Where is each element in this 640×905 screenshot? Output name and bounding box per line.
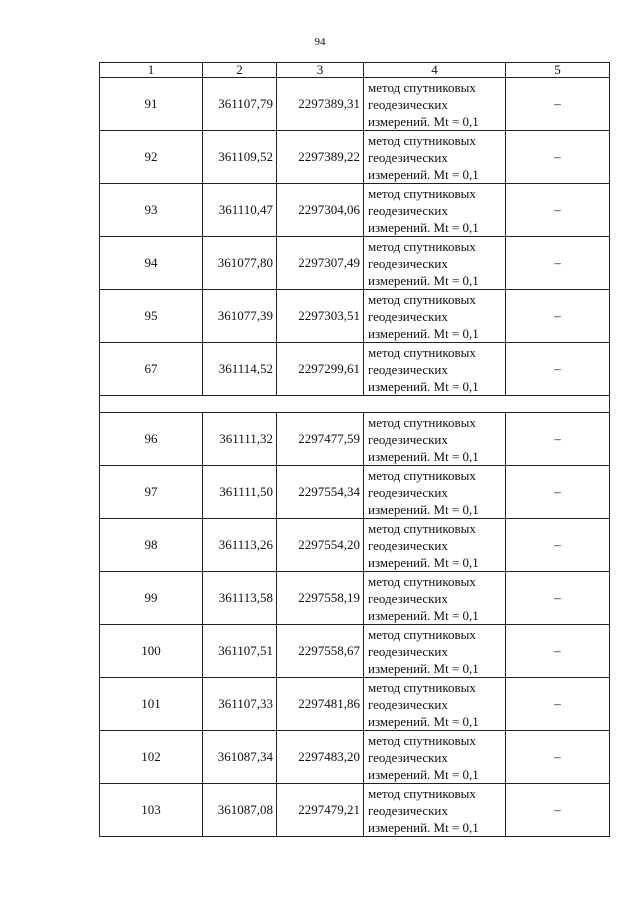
x-coordinate: 361110,47 <box>203 184 277 237</box>
table-row <box>100 519 610 572</box>
note-cell: – <box>506 184 610 237</box>
y-coordinate: 2297554,34 <box>277 466 364 519</box>
y-coordinate: 2297558,67 <box>277 625 364 678</box>
method-description: метод спутниковых геодезических измерений. Mt = 0,1 <box>364 184 506 237</box>
y-coordinate: 2297558,19 <box>277 572 364 625</box>
y-coordinate: 2297299,61 <box>277 343 364 396</box>
method-description: метод спутниковых геодезических измерений. Mt = 0,1 <box>364 343 506 396</box>
point-number: 101 <box>100 678 203 731</box>
x-coordinate: 361107,79 <box>203 78 277 131</box>
table-row <box>100 625 610 678</box>
group-separator-row <box>100 396 610 413</box>
note-cell: – <box>506 343 610 396</box>
note-cell: – <box>506 131 610 184</box>
method-description: метод спутниковых геодезических измерений. Mt = 0,1 <box>364 519 506 572</box>
y-coordinate: 2297479,21 <box>277 784 364 837</box>
coordinates-table <box>99 62 610 837</box>
x-coordinate: 361077,39 <box>203 290 277 343</box>
point-number: 92 <box>100 131 203 184</box>
table-row <box>100 784 610 837</box>
method-description: метод спутниковых геодезических измерений. Mt = 0,1 <box>364 784 506 837</box>
point-number: 102 <box>100 731 203 784</box>
y-coordinate: 2297481,86 <box>277 678 364 731</box>
x-coordinate: 361077,80 <box>203 237 277 290</box>
column-header: 1 <box>100 63 203 78</box>
note-cell: – <box>506 784 610 837</box>
method-description: метод спутниковых геодезических измерений. Mt = 0,1 <box>364 731 506 784</box>
y-coordinate: 2297483,20 <box>277 731 364 784</box>
note-cell: – <box>506 678 610 731</box>
table-header-row <box>100 63 610 78</box>
y-coordinate: 2297389,31 <box>277 78 364 131</box>
point-number: 67 <box>100 343 203 396</box>
x-coordinate: 361111,50 <box>203 466 277 519</box>
point-number: 97 <box>100 466 203 519</box>
x-coordinate: 361107,33 <box>203 678 277 731</box>
table-row <box>100 78 610 131</box>
x-coordinate: 361087,08 <box>203 784 277 837</box>
x-coordinate: 361113,58 <box>203 572 277 625</box>
x-coordinate: 361087,34 <box>203 731 277 784</box>
note-cell: – <box>506 237 610 290</box>
y-coordinate: 2297307,49 <box>277 237 364 290</box>
separator-cell <box>100 396 610 413</box>
table-row <box>100 290 610 343</box>
page-number: 94 <box>314 36 326 48</box>
point-number: 91 <box>100 78 203 131</box>
note-cell: – <box>506 78 610 131</box>
table-row <box>100 184 610 237</box>
x-coordinate: 361113,26 <box>203 519 277 572</box>
table-row <box>100 572 610 625</box>
y-coordinate: 2297304,06 <box>277 184 364 237</box>
note-cell: – <box>506 731 610 784</box>
table-row <box>100 237 610 290</box>
table-row <box>100 343 610 396</box>
table-row <box>100 731 610 784</box>
point-number: 103 <box>100 784 203 837</box>
point-number: 100 <box>100 625 203 678</box>
method-description: метод спутниковых геодезических измерений. Mt = 0,1 <box>364 290 506 343</box>
method-description: метод спутниковых геодезических измерений. Mt = 0,1 <box>364 678 506 731</box>
method-description: метод спутниковых геодезических измерений. Mt = 0,1 <box>364 413 506 466</box>
column-header: 3 <box>277 63 364 78</box>
method-description: метод спутниковых геодезических измерений. Mt = 0,1 <box>364 237 506 290</box>
point-number: 93 <box>100 184 203 237</box>
y-coordinate: 2297303,51 <box>277 290 364 343</box>
point-number: 94 <box>100 237 203 290</box>
note-cell: – <box>506 413 610 466</box>
column-header: 5 <box>506 63 610 78</box>
x-coordinate: 361107,51 <box>203 625 277 678</box>
x-coordinate: 361114,52 <box>203 343 277 396</box>
note-cell: – <box>506 625 610 678</box>
point-number: 99 <box>100 572 203 625</box>
method-description: метод спутниковых геодезических измерений. Mt = 0,1 <box>364 466 506 519</box>
note-cell: – <box>506 290 610 343</box>
column-header: 4 <box>364 63 506 78</box>
x-coordinate: 361111,32 <box>203 413 277 466</box>
note-cell: – <box>506 572 610 625</box>
note-cell: – <box>506 466 610 519</box>
method-description: метод спутниковых геодезических измерений. Mt = 0,1 <box>364 78 506 131</box>
y-coordinate: 2297477,59 <box>277 413 364 466</box>
point-number: 95 <box>100 290 203 343</box>
y-coordinate: 2297554,20 <box>277 519 364 572</box>
point-number: 96 <box>100 413 203 466</box>
point-number: 98 <box>100 519 203 572</box>
method-description: метод спутниковых геодезических измерений. Mt = 0,1 <box>364 131 506 184</box>
table-row <box>100 466 610 519</box>
table-row <box>100 678 610 731</box>
table-row <box>100 131 610 184</box>
y-coordinate: 2297389,22 <box>277 131 364 184</box>
column-header: 2 <box>203 63 277 78</box>
method-description: метод спутниковых геодезических измерений. Mt = 0,1 <box>364 625 506 678</box>
table-row <box>100 413 610 466</box>
note-cell: – <box>506 519 610 572</box>
x-coordinate: 361109,52 <box>203 131 277 184</box>
method-description: метод спутниковых геодезических измерений. Mt = 0,1 <box>364 572 506 625</box>
